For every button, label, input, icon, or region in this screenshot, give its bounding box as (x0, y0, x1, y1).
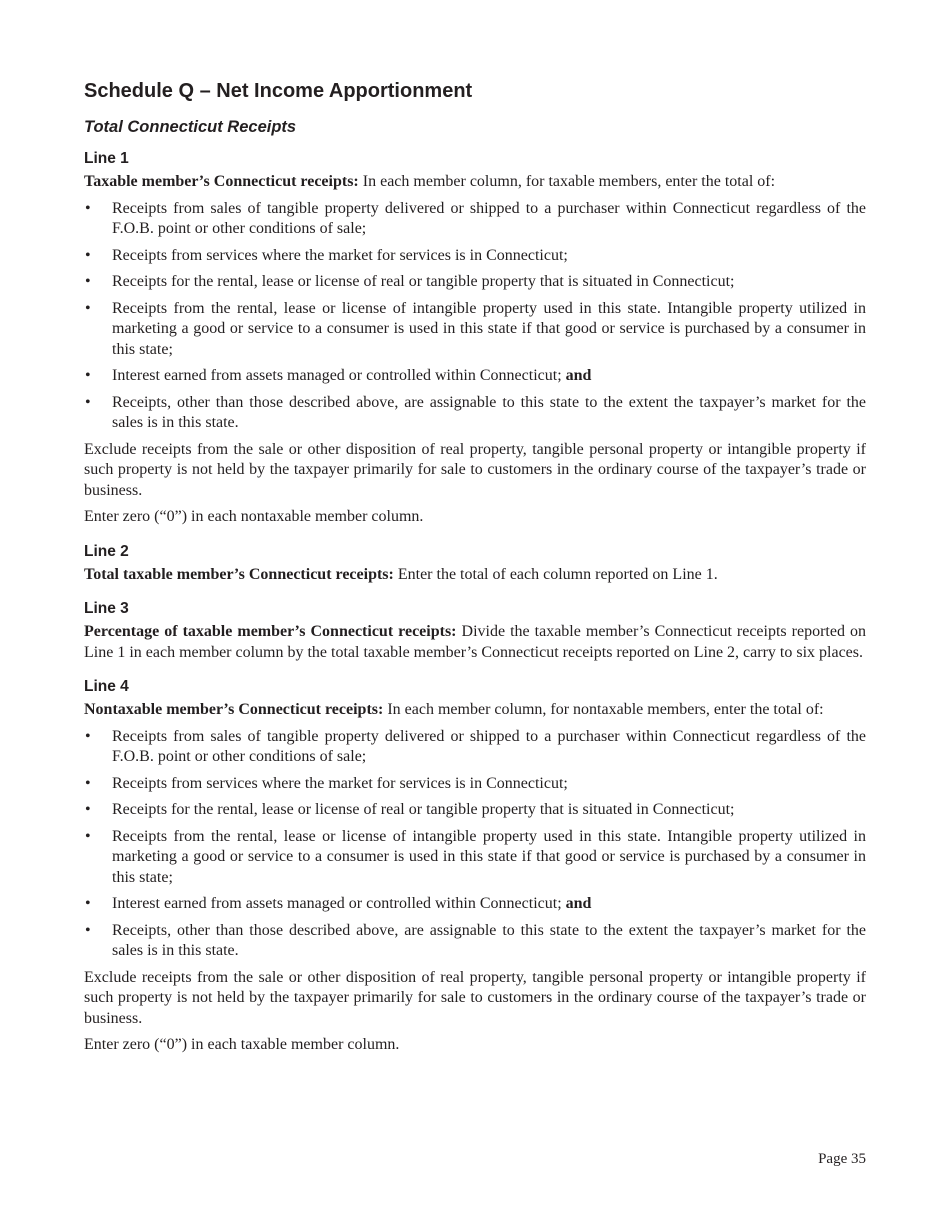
page-content (84, 78, 866, 1070)
list-item (84, 299, 866, 361)
line4-bullet-list (84, 727, 866, 962)
line1-heading: Line 1 (84, 150, 129, 167)
bullet-icon: • (85, 299, 91, 317)
bullet-icon: • (85, 246, 91, 264)
bullet-icon: • (85, 367, 91, 384)
list-item (84, 272, 866, 293)
line3-section (84, 599, 866, 663)
list-item-bold: and (565, 895, 592, 912)
line3-lead-text: Divide the taxable member’s Connecticut receipts reported on Line 1 in each member column by the total taxable member’s Connecticut receipts reported on Line 2, carry to six places. (84, 623, 866, 661)
list-item-bold: and (565, 367, 592, 384)
line1-zero-paragraph: Enter zero (“0”) in each nontaxable member column. (84, 508, 424, 525)
bullet-icon: • (85, 727, 91, 745)
list-item-text: Receipts from sales of tangible property delivered or shipped to a purchaser within Connecticut regardless of the F.O.B. point or other conditions of sale; (112, 199, 866, 237)
list-item (84, 727, 866, 768)
bullet-icon: • (85, 774, 91, 792)
line1-section (84, 149, 866, 528)
line1-exclude-paragraph: Exclude receipts from the sale or other disposition of real property, tangible personal property or intangible property if such property is not held by the taxpayer primarily for sale to customers in the ordinary course of the taxpayer’s trade or business. (84, 440, 866, 499)
bullet-icon: • (85, 827, 91, 845)
line4-exclude-paragraph: Exclude receipts from the sale or other disposition of real property, tangible personal property or intangible property if such property is not held by the taxpayer primarily for sale to customers in the ordinary course of the taxpayer’s trade or business. (84, 968, 866, 1027)
list-item (84, 827, 866, 889)
list-item (84, 199, 866, 240)
list-item-text: Receipts from services where the market for services is in Connecticut; (112, 774, 568, 792)
bullet-icon: • (85, 393, 91, 411)
bullet-icon: • (85, 801, 91, 818)
page-title: Schedule Q – Net Income Apportionment (84, 80, 473, 102)
line2-heading: Line 2 (84, 542, 129, 560)
list-item (84, 246, 866, 267)
bullet-icon: • (85, 921, 91, 939)
bullet-icon: • (85, 895, 91, 912)
list-item-text: Interest earned from assets managed or controlled within Connecticut; (112, 367, 566, 384)
line2-lead-text: Enter the total of each column reported on Line 1. (393, 565, 718, 583)
line4-lead (84, 700, 866, 721)
page-number: Page 35 (818, 1151, 866, 1167)
list-item-text: Interest earned from assets managed or controlled within Connecticut; (112, 895, 566, 912)
list-item-text: Receipts from the rental, lease or license of intangible property used in this state. Intangible property utilized in marketing a good or service to a consumer is used in this state if that good or service is purchased by a consumer in this state; (112, 299, 866, 358)
list-item-text: Receipts, other than those described above, are assignable to this state to the extent the taxpayer’s market for the sales is in this state. (112, 921, 866, 959)
bullet-icon: • (85, 273, 91, 290)
list-item (84, 774, 866, 795)
list-item (84, 366, 866, 387)
list-item (84, 894, 866, 915)
list-item-text: Receipts from services where the market for services is in Connecticut; (112, 246, 568, 264)
bullet-icon: • (85, 199, 91, 217)
section-subtitle: Total Connecticut Receipts (84, 118, 297, 136)
list-item-text: Receipts, other than those described above, are assignable to this state to the extent the taxpayer’s market for the sales is in this state. (112, 393, 866, 431)
line2-section (84, 542, 866, 586)
list-item-text: Receipts from sales of tangible property delivered or shipped to a purchaser within Connecticut regardless of the F.O.B. point or other conditions of sale; (112, 727, 866, 765)
line4-lead-text: In each member column, for nontaxable members, enter the total of: (383, 701, 824, 718)
line1-lead-bold: Taxable member’s Connecticut receipts: (84, 173, 359, 190)
line2-lead-bold: Total taxable member’s Connecticut receipts: (84, 565, 394, 583)
line3-lead-bold: Percentage of taxable member’s Connecticut receipts: (84, 623, 457, 640)
line4-section (84, 677, 866, 1056)
line3-heading: Line 3 (84, 600, 129, 617)
list-item (84, 800, 866, 821)
line1-lead (84, 172, 866, 193)
list-item-text: Receipts for the rental, lease or license of real or tangible property that is situated in Connecticut; (112, 801, 735, 818)
line4-heading: Line 4 (84, 678, 129, 695)
line3-lead (84, 622, 866, 663)
list-item (84, 393, 866, 434)
line2-lead (84, 565, 866, 586)
line1-lead-text: In each member column, for taxable members, enter the total of: (358, 173, 776, 190)
line1-bullet-list (84, 199, 866, 434)
line4-lead-bold: Nontaxable member’s Connecticut receipts: (84, 701, 384, 718)
list-item (84, 921, 866, 962)
line4-zero-paragraph: Enter zero (“0”) in each taxable member column. (84, 1036, 400, 1053)
list-item-text: Receipts from the rental, lease or license of intangible property used in this state. Intangible property utilized in marketing a good or service to a consumer is used in this state if that good or service is purchased by a consumer in this state; (112, 827, 866, 886)
list-item-text: Receipts for the rental, lease or license of real or tangible property that is situated in Connecticut; (112, 273, 735, 290)
